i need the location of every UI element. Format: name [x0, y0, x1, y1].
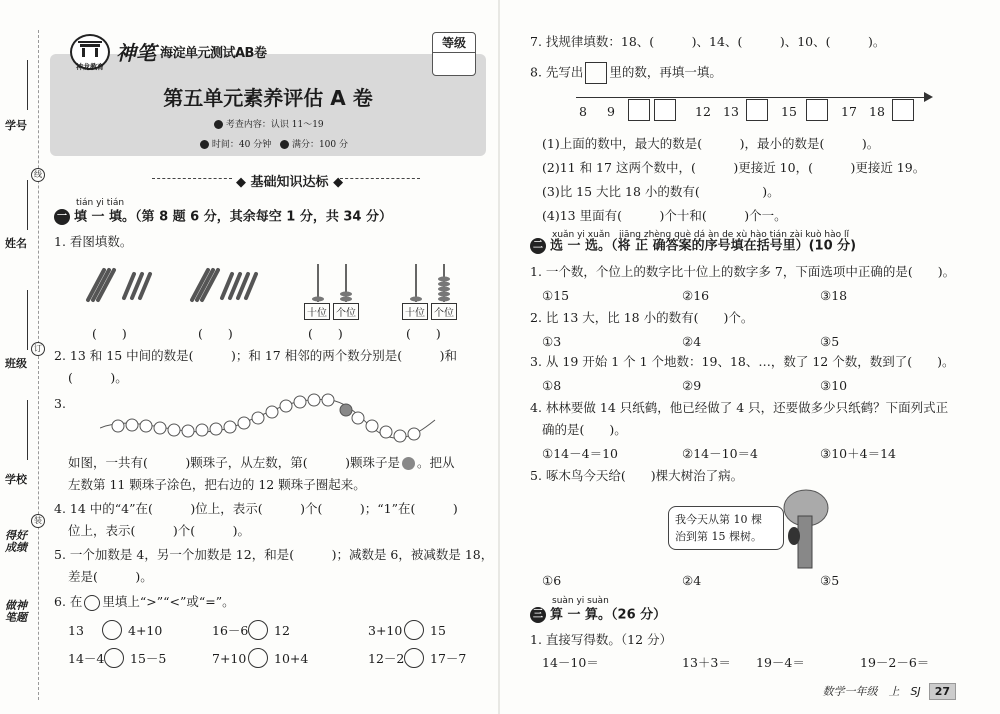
- bead: [112, 420, 124, 432]
- number-line-label: 18: [869, 104, 885, 119]
- mc-option[interactable]: ①14－4＝10: [542, 446, 618, 461]
- bead: [352, 412, 364, 424]
- mc-stem: 1. 一个数，个位上的数字比十位上的数字多 7，下面选项中正确的是( )。: [530, 264, 956, 279]
- q5-line2: 差是( )。: [68, 569, 153, 584]
- speech-bubble: 我今天从第 10 棵 治到第 15 棵树。: [668, 506, 784, 550]
- q4-line2: 位上，表示( )个( )。: [68, 523, 251, 538]
- number-line-box[interactable]: [746, 99, 768, 121]
- banner-right-rule: [340, 178, 420, 180]
- mc-option[interactable]: ①8: [542, 378, 562, 393]
- bead: [154, 422, 166, 434]
- q1-blank[interactable]: ( ): [92, 326, 127, 341]
- part3-heading: [530, 607, 666, 624]
- bead: [126, 419, 138, 431]
- bead: [238, 417, 250, 429]
- answer-box-icon: [585, 62, 607, 84]
- q5-line1: 5. 一个加数是 4，另一个加数是 12，和是( )；减数是 6，被减数是 18，: [54, 547, 494, 562]
- part3-title: 算 一 算。（26 分）: [550, 607, 667, 623]
- mc-option[interactable]: ③5: [820, 573, 840, 588]
- bead: [294, 396, 306, 408]
- series-name: 海淀单元测试AB卷: [160, 46, 267, 61]
- slogan-2: 得好成绩: [5, 529, 27, 554]
- score-text: 满分：100 分: [291, 140, 348, 150]
- bead: [252, 412, 264, 424]
- q1-blank[interactable]: ( ): [406, 326, 441, 341]
- compare-circle[interactable]: [248, 648, 268, 668]
- bead: [280, 400, 292, 412]
- q6-text: 6. 在: [54, 594, 83, 609]
- q1-blank[interactable]: ( ): [198, 326, 233, 341]
- q3-line2: 左数第 11 颗珠子涂色，把右边的 12 颗珠子圈起来。: [68, 477, 366, 492]
- number-line-box[interactable]: [806, 99, 828, 121]
- part2-title: 选 一 选。（将 正 确答案的序号填在括号里）(10 分): [550, 238, 857, 254]
- mc-stem: 2. 比 13 大，比 18 小的数有( )个。: [530, 310, 754, 325]
- q2-line2: ( )。: [68, 370, 128, 385]
- abacus-tens-label: 十位: [402, 303, 428, 320]
- compare-circle[interactable]: [248, 620, 268, 640]
- q2-line1: 2. 13 和 15 中间的数是( )；和 17 相邻的两个数分别是( )和: [54, 348, 457, 363]
- calc-item: 14－10＝: [542, 655, 599, 670]
- q3-number: 3.: [54, 396, 66, 411]
- field-school: 学校: [5, 473, 27, 486]
- name-line: [27, 180, 28, 230]
- q7: 7. 找规律填数：18、( )、14、( )、10、( )。: [530, 34, 886, 49]
- bead: [196, 424, 208, 436]
- grade-box: [432, 32, 476, 76]
- class-line: [27, 290, 28, 350]
- compare-circle-icon: [84, 595, 100, 611]
- footer-subject: 数学一年级 上 SJ: [822, 685, 921, 698]
- q8-stem: [530, 62, 722, 84]
- compare-left: 16－6: [212, 623, 249, 638]
- mc-stem: 3. 从 19 开始 1 个 1 个地数：19、18、…，数了 12 个数，数到了( )。: [530, 354, 955, 369]
- number-line-box[interactable]: [628, 99, 650, 121]
- cut-line: [38, 30, 39, 700]
- number-line-label: 13: [723, 104, 739, 119]
- section-number-icon: 一: [54, 209, 70, 225]
- banner-left-rule: [152, 178, 232, 180]
- page-footer: [822, 683, 956, 700]
- compare-right: 12: [274, 623, 290, 638]
- bead: [366, 420, 378, 432]
- page-number: 27: [929, 683, 956, 700]
- scope-line: [214, 117, 324, 130]
- page-title: 第五单元素养评估 A 卷: [163, 86, 373, 110]
- q6-stem: [54, 594, 235, 611]
- number-line-box[interactable]: [654, 99, 676, 121]
- mc-option[interactable]: ①6: [542, 573, 562, 588]
- mc-option[interactable]: ③5: [820, 334, 840, 349]
- calc-item: 19－4＝: [756, 655, 805, 670]
- field-name: 姓名: [5, 237, 27, 250]
- gray-bead-icon: [402, 457, 415, 470]
- tree-woodpecker-icon: [780, 486, 830, 570]
- abacus-icon: [302, 262, 362, 304]
- q8-sub1: (1)上面的数中，最大的数是( )，最小的数是( )。: [542, 136, 880, 151]
- stick-bundle-icon: [188, 264, 268, 304]
- mc-option[interactable]: ②4: [682, 573, 702, 588]
- section-number-icon: 三: [530, 607, 546, 623]
- clock-icon: [200, 140, 209, 149]
- bead: [224, 421, 236, 433]
- compare-left: 14－4: [68, 651, 105, 666]
- mc-option[interactable]: ①15: [542, 288, 570, 303]
- compare-right: 15－5: [130, 651, 167, 666]
- arrow-right-icon: [924, 92, 933, 102]
- mc-option[interactable]: ②4: [682, 334, 702, 349]
- cut-mark: 线: [31, 168, 45, 182]
- mc-stem: 4. 林林要做 14 只纸鹤，他已经做了 4 只，还要做多少只纸鹤？下面列式正: [530, 400, 949, 415]
- number-line-label: 15: [781, 104, 797, 119]
- cut-mark: 装: [31, 514, 45, 528]
- q6-text-end: 里填上“>”“<”或“=”。: [102, 594, 235, 609]
- q8-sub4: (4)13 里面有( )个十和( )个一。: [542, 208, 787, 223]
- score-icon: [280, 140, 289, 149]
- compare-circle[interactable]: [104, 648, 124, 668]
- compare-right: 15: [430, 623, 446, 638]
- bead: [182, 425, 194, 437]
- bead: [210, 423, 222, 435]
- time-text: 时间：40 分钟: [211, 140, 272, 150]
- student-id-line: [27, 60, 28, 110]
- section-banner: ◆ 基础知识达标 ◆: [236, 175, 344, 190]
- compare-circle[interactable]: [404, 620, 424, 640]
- abacus-ones-label: 个位: [333, 303, 359, 320]
- grade-label: 等级: [433, 33, 475, 53]
- compare-left: 12－2: [368, 651, 405, 666]
- q4-line1: 4. 14 中的“4”在( )位上，表示( )个( )；“1”在( ): [54, 501, 458, 516]
- calc-item: 13＋3＝: [682, 655, 731, 670]
- q3-text-a: 如图，一共有( )颗珠子，从左数，第( )颗珠子是: [68, 455, 401, 470]
- school-line: [27, 400, 28, 460]
- mc-stem-cont: 确的是( )。: [542, 422, 627, 437]
- number-line-axis: [576, 97, 930, 98]
- bead-string: [100, 392, 440, 444]
- bead: [380, 426, 392, 438]
- number-line-label: 9: [607, 104, 615, 119]
- number-line-label: 8: [579, 104, 587, 119]
- scope-icon: [214, 120, 223, 129]
- p3-q1-stem: 1. 直接写得数。（12 分）: [530, 632, 673, 647]
- compare-circle[interactable]: [404, 648, 424, 668]
- number-line-label: 12: [695, 104, 711, 119]
- mc-stem: 5. 啄木鸟今天给( )棵大树治了病。: [530, 468, 744, 483]
- compare-circle[interactable]: [102, 620, 122, 640]
- mc-option[interactable]: ②16: [682, 288, 710, 303]
- part1-heading: [54, 209, 392, 226]
- compare-left: 13: [68, 623, 84, 638]
- slogan-1: 做神笔题: [5, 599, 27, 624]
- q8-text-a: 8. 先写出: [530, 64, 584, 80]
- compare-right: 4+10: [128, 623, 163, 638]
- mc-option[interactable]: ②14－10＝4: [682, 446, 758, 461]
- bead: [168, 424, 180, 436]
- mc-option[interactable]: ①3: [542, 334, 562, 349]
- field-class: 班级: [5, 357, 27, 370]
- abacus-icon: [400, 262, 460, 304]
- q8-sub2: (2)11 和 17 这两个数中，( )更接近 10，( )更接近 19。: [542, 160, 926, 175]
- q8-sub3: (3)比 15 大比 18 小的数有( )。: [542, 184, 780, 199]
- brand-name: 神龙教育: [76, 63, 104, 71]
- bead: [394, 430, 406, 442]
- bead: [408, 428, 420, 440]
- compare-right: 17－7: [430, 651, 467, 666]
- q8-text-b: 里的数，再填一填。: [609, 64, 722, 80]
- number-line-box[interactable]: [892, 99, 914, 121]
- bead: [266, 406, 278, 418]
- abacus-ones-label: 个位: [431, 303, 457, 320]
- mc-option[interactable]: ②9: [682, 378, 702, 393]
- calc-item: 19－2－6＝: [860, 655, 930, 670]
- meta-line: [200, 137, 348, 150]
- bead: [308, 394, 320, 406]
- part2-pinyin: xuǎn yi xuǎn jiāng zhèng què dá àn de xù hào tián zài kuò hào lǐ: [552, 230, 849, 240]
- series-mark: 神笔: [116, 41, 156, 65]
- mc-option[interactable]: ③10＋4＝14: [820, 446, 896, 461]
- abacus-tens-label: 十位: [304, 303, 330, 320]
- compare-left: 7+10: [212, 651, 247, 666]
- number-line-label: 17: [841, 104, 857, 119]
- stick-bundle-icon: [84, 264, 164, 304]
- compare-left: 3+10: [368, 623, 403, 638]
- part2-heading: [530, 238, 856, 255]
- scope-text: 考查内容：认识 11～19: [225, 120, 324, 130]
- q3-line1: [68, 455, 455, 471]
- mc-option[interactable]: ③18: [820, 288, 848, 303]
- part1-title: 填 一 填。（第 8 题 6 分，其余每空 1 分，共 34 分）: [74, 209, 392, 225]
- compare-right: 10+4: [274, 651, 309, 666]
- part1-pinyin: tián yi tián: [76, 198, 125, 208]
- q1-blank[interactable]: ( ): [308, 326, 343, 341]
- mc-option[interactable]: ③10: [820, 378, 848, 393]
- q1-stem: 1. 看图填数。: [54, 234, 133, 249]
- page-gutter: [498, 0, 500, 714]
- field-student-id: 学号: [5, 119, 27, 132]
- section-number-icon: 二: [530, 238, 546, 254]
- bead: [140, 420, 152, 432]
- q3-text-a-end: 。把从: [417, 455, 455, 470]
- part3-pinyin: suàn yi suàn: [552, 596, 609, 606]
- cut-mark: 订: [31, 342, 45, 356]
- bead: [322, 394, 334, 406]
- gray-bead: [340, 404, 352, 416]
